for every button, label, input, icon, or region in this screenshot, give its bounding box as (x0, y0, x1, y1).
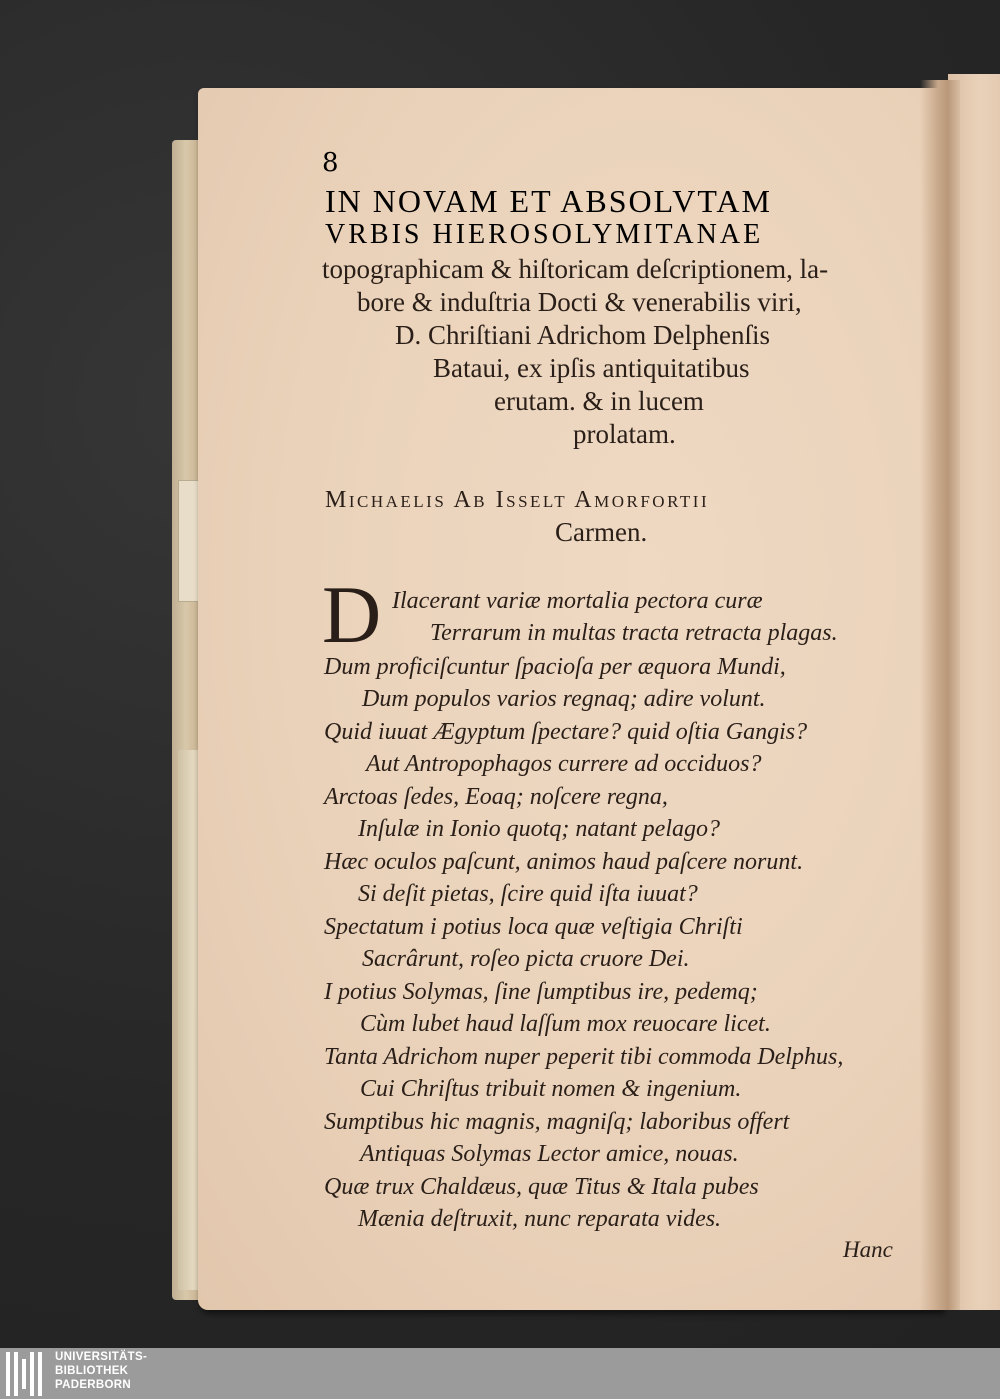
verse-line: Quæ trux Chaldæus, quæ Titus & Itala pubes (324, 1174, 759, 1200)
verse-line: Antiquas Solymas Lector amice, nouas. (360, 1141, 739, 1167)
verse-line: Cui Chriſtus tribuit nomen & ingenium. (360, 1076, 742, 1102)
carmen-heading: Carmen. (555, 517, 648, 547)
verse-line: Si deſit pietas, ſcire quid iſta iuuat? (358, 881, 698, 907)
verse-line: Spectatum i potius loca quæ veſtigia Chriſti (324, 914, 743, 940)
title-line-1: IN NOVAM ET ABSOLVTAM (325, 183, 772, 219)
verse-line: Cùm lubet haud laſſum mox reuocare licet. (360, 1011, 771, 1037)
verse-line: Hæc oculos paſcunt, animos haud paſcere norunt. (324, 849, 804, 875)
verse-line: Terrarum in multas tracta retracta plagas. (430, 620, 838, 646)
verse-line: Inſulæ in Ionio quotq; natant pelago? (358, 816, 720, 842)
title-subline: Bataui, ex ipſis antiquitatibus (433, 353, 750, 383)
verse-line: Aut Antropophagos currere ad occiduos? (366, 751, 762, 777)
verse-line: Mænia deſtruxit, nunc reparata vides. (358, 1206, 722, 1232)
verse-line: Tanta Adrichom nuper peperit tibi commoda Delphus, (324, 1044, 844, 1070)
verse-line: Ilacerant variæ mortalia pectora curæ (392, 588, 763, 614)
title-subline: prolatam. (573, 419, 676, 449)
verse-line: Quid iuuat Ægyptum ſpectare? quid oſtia Gangis? (324, 719, 808, 745)
gutter-shadow (920, 80, 960, 1310)
title-subline: topographicam & hiſtoricam deſcriptionem, la- (322, 254, 829, 284)
verse-line: I potius Solymas, ſine ſumptibus ire, pedemq; (324, 979, 758, 1005)
library-logo-text (55, 1350, 147, 1392)
logo-line: PADERBORN (55, 1379, 131, 1391)
verse-line: Sacrârunt, roſeo picta cruore Dei. (362, 946, 690, 972)
verse-line: Arctoas ſedes, Eoaq; noſcere regna, (324, 784, 668, 810)
catchword: Hanc (843, 1237, 893, 1262)
drop-cap: D (322, 569, 382, 660)
logo-line: UNIVERSITÄTS- (55, 1351, 148, 1363)
verse-line: Dum populos varios regnaq; adire volunt. (362, 686, 766, 712)
verse-line: Sumptibus hic magnis, magniſq; laboribus offert (324, 1109, 790, 1135)
title-subline: bore & induſtria Docti & venerabilis viri, (357, 287, 802, 317)
title-subline: erutam. & in lucem (494, 386, 704, 416)
logo-line: BIBLIOTHEK (55, 1365, 129, 1377)
verse-line: Dum proficiſcuntur ſpacioſa per æquora Mundi, (324, 654, 786, 680)
library-logo-icon (6, 1352, 46, 1396)
title-line-2: VRBIS HIEROSOLYMITANAE (325, 219, 764, 250)
page-number: 8 (322, 148, 339, 178)
title-subline: D. Chriſtiani Adrichom Delphenſis (395, 320, 770, 350)
author-heading: Michaelis Ab Isselt Amorfortii (325, 487, 710, 513)
library-footer (0, 1348, 1000, 1399)
